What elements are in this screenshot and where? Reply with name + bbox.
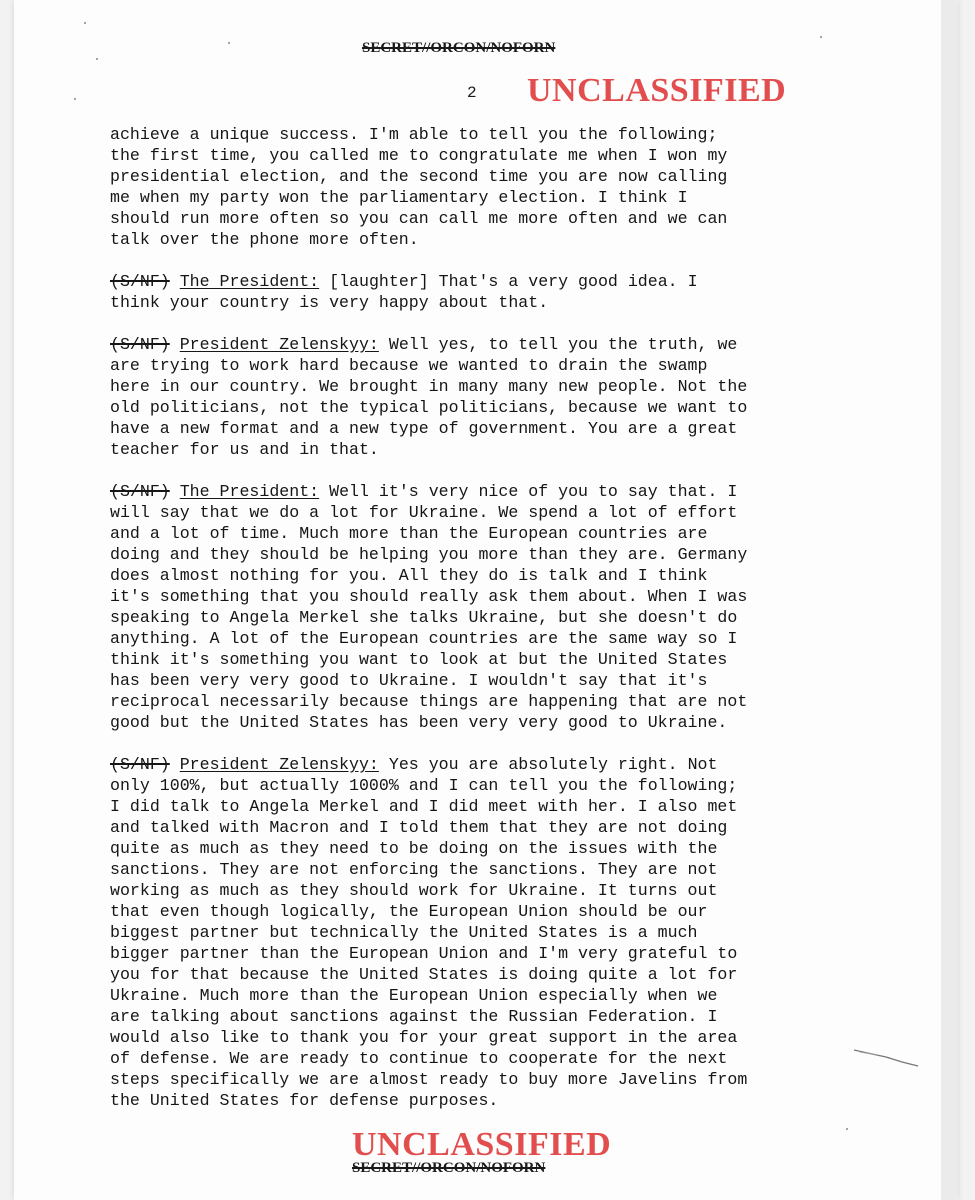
paragraph-classification-marking: (S/NF) — [110, 482, 170, 501]
transcript-line: would also like to thank you for your great support in the area — [110, 1028, 738, 1047]
transcript-line: steps specifically we are almost ready to buy more Javelins from — [110, 1070, 748, 1089]
transcript-paragraph — [110, 124, 830, 250]
transcript-line: teacher for us and in that. — [110, 440, 379, 459]
line-text: [laughter] That's a very good idea. I — [329, 272, 698, 291]
transcript-line — [110, 754, 830, 775]
transcript-line: that even though logically, the European Union should be our — [110, 902, 708, 921]
speaker-label: President Zelenskyy: — [179, 335, 379, 354]
line-text: Well yes, to tell you the truth, we — [388, 335, 738, 354]
transcript-line: are talking about sanctions against the Russian Federation. I — [110, 1007, 718, 1026]
transcript-body — [110, 124, 830, 1132]
transcript-line: here in our country. We brought in many many new people. Not the — [110, 377, 748, 396]
transcript-line: the United States for defense purposes. — [110, 1091, 499, 1110]
scan-speck — [74, 98, 76, 100]
line-text: Well it's very nice of you to say that. I — [329, 482, 738, 501]
transcript-line: the first time, you called me to congratulate me when I won my — [110, 146, 728, 165]
transcript-paragraph — [110, 754, 830, 1111]
transcript-line: presidential election, and the second time you are now calling — [110, 167, 728, 186]
transcript-line — [110, 481, 830, 502]
transcript-line: and talked with Macron and I told them that they are not doing — [110, 818, 728, 837]
scan-speck — [820, 36, 822, 38]
transcript-line: and a lot of time. Much more than the European countries are — [110, 524, 708, 543]
transcript-line: doing and they should be helping you more than they are. Germany — [110, 545, 748, 564]
paragraph-classification-marking: (S/NF) — [110, 755, 170, 774]
scan-scratch-mark — [852, 1046, 932, 1076]
transcript-line — [110, 334, 830, 355]
header-unclassified-stamp: UNCLASSIFIED — [527, 72, 787, 109]
footer-classification-marking: SECRET//ORCON/NOFORN — [352, 1160, 546, 1176]
transcript-line: talk over the phone more often. — [110, 230, 419, 249]
transcript-line: it's something that you should really ask them about. When I was — [110, 587, 748, 606]
transcript-line: you for that because the United States is doing quite a lot for — [110, 965, 738, 984]
scan-speck — [96, 58, 98, 60]
scan-speck — [846, 1128, 848, 1130]
transcript-line: think your country is very happy about that. — [110, 293, 549, 312]
line-text: Yes you are absolutely right. Not — [388, 755, 718, 774]
transcript-line: bigger partner than the European Union and I'm very grateful to — [110, 944, 738, 963]
document-page — [14, 0, 958, 1200]
transcript-line: I did talk to Angela Merkel and I did meet with her. I also met — [110, 797, 738, 816]
transcript-line: sanctions. They are not enforcing the sanctions. They are not — [110, 860, 718, 879]
speaker-label: The President: — [179, 482, 320, 501]
transcript-line: reciprocal necessarily because things are happening that are not — [110, 692, 748, 711]
speaker-label: President Zelenskyy: — [179, 755, 379, 774]
transcript-line: anything. A lot of the European countries are the same way so I — [110, 629, 738, 648]
transcript-paragraph — [110, 481, 830, 733]
speaker-label: The President: — [179, 272, 320, 291]
transcript-line: has been very very good to Ukraine. I wouldn't say that it's — [110, 671, 708, 690]
header-classification-marking: SECRET//ORCON/NOFORN — [362, 40, 556, 56]
transcript-line: should run more often so you can call me more often and we can — [110, 209, 728, 228]
scan-speck — [84, 22, 86, 24]
transcript-line: speaking to Angela Merkel she talks Ukraine, but she doesn't do — [110, 608, 738, 627]
transcript-line: Ukraine. Much more than the European Union especially when we — [110, 986, 718, 1005]
transcript-line: old politicians, not the typical politicians, because we want to — [110, 398, 748, 417]
transcript-line: biggest partner but technically the United States is a much — [110, 923, 698, 942]
transcript-line: good but the United States has been very very good to Ukraine. — [110, 713, 728, 732]
transcript-line: me when my party won the parliamentary election. I think I — [110, 188, 688, 207]
transcript-line: will say that we do a lot for Ukraine. We spend a lot of effort — [110, 503, 738, 522]
transcript-line: have a new format and a new type of government. You are a great — [110, 419, 738, 438]
transcript-line — [110, 271, 830, 292]
transcript-line: quite as much as they need to be doing on the issues with the — [110, 839, 718, 858]
transcript-line: of defense. We are ready to continue to cooperate for the next — [110, 1049, 728, 1068]
page-number: 2 — [467, 84, 477, 102]
page-edge — [941, 0, 958, 1200]
transcript-line: working as much as they should work for Ukraine. It turns out — [110, 881, 718, 900]
transcript-line: think it's something you want to look at but the United States — [110, 650, 728, 669]
transcript-line: only 100%, but actually 1000% and I can tell you the following; — [110, 776, 738, 795]
paragraph-classification-marking: (S/NF) — [110, 272, 170, 291]
transcript-paragraph — [110, 271, 830, 313]
transcript-line: achieve a unique success. I'm able to tell you the following; — [110, 125, 718, 144]
scan-speck — [228, 42, 230, 44]
paragraph-classification-marking: (S/NF) — [110, 335, 170, 354]
transcript-line: are trying to work hard because we wanted to drain the swamp — [110, 356, 708, 375]
footer-unclassified-stamp: UNCLASSIFIED — [352, 1126, 612, 1163]
transcript-paragraph — [110, 334, 830, 460]
transcript-line: does almost nothing for you. All they do is talk and I think — [110, 566, 708, 585]
